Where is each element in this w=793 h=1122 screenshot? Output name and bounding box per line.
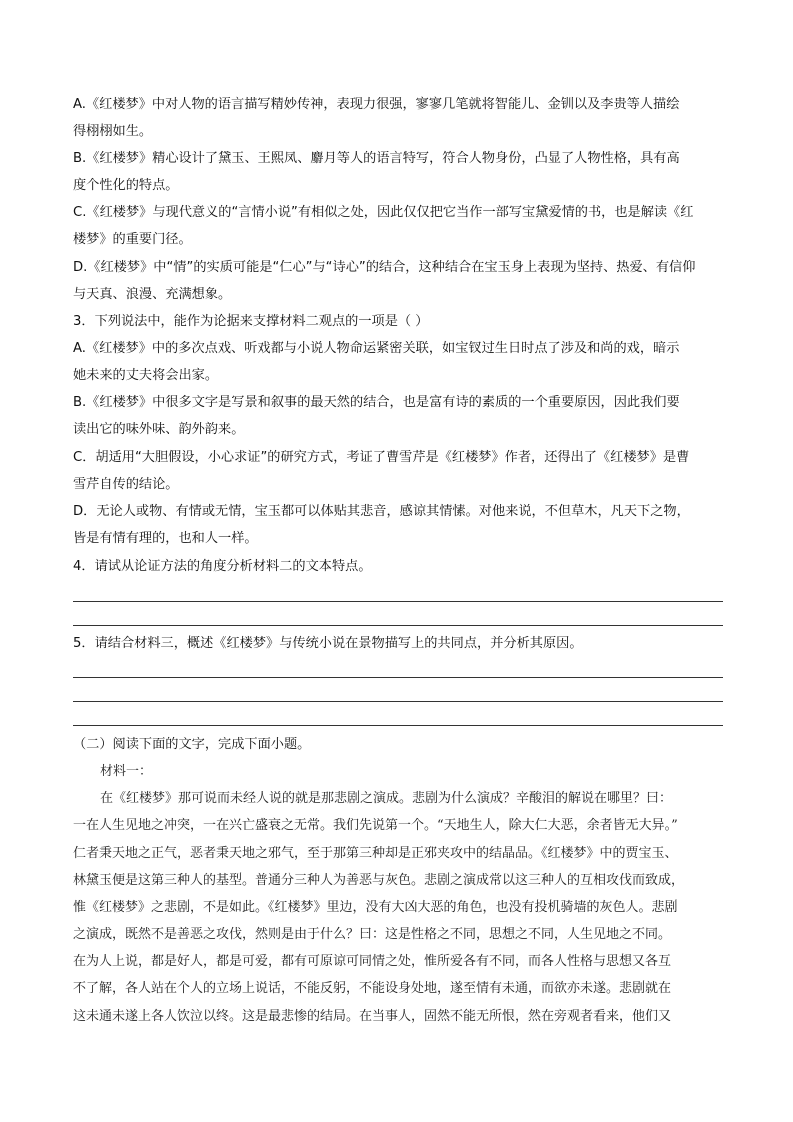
q3-option-d-line2: 皆是有情有理的，也和人一样。 [73, 531, 258, 546]
q2-option-d-line2: 与天真、浪漫、充满想象。 [73, 287, 232, 302]
material-one-line: 在《红楼梦》那可说而未经人说的就是那悲剧之演成。悲剧为什么演成？辛酸泪的解说在哪里？曰： [100, 791, 673, 806]
material-one-line: 仁者秉天地之正气，恶者秉天地之邪气，至于那第三种却是正邪夹攻中的结晶品。《红楼梦》中的贾宝玉、 [73, 846, 678, 861]
material-one-label: 材料一： [100, 764, 153, 779]
material-one-line: 这未通未遂上各人饮泣以终。这是最悲惨的结局。在当事人，固然不能无所恨，然在旁观者看来，他们又 [73, 1009, 672, 1024]
q5-stem: 5．请结合材料三，概述《红楼梦》与传统小说在景物描写上的共同点，并分析其原因。 [73, 636, 583, 651]
material-one-line: 一在人生见地之冲突，一在兴亡盛衰之无常。我们先说第一个。“天地生人，除大仁大恶，余者皆无大异。” [73, 818, 678, 833]
q2-option-b-line1: B.《红楼梦》精心设计了黛玉、王熙凤、麝月等人的语言特写，符合人物身份，凸显了人物性格，具有高 [73, 151, 680, 166]
material-one-line: 在为人上说，都是好人，都是可爱，都有可原谅可同情之处，惟所爱各有不同，而各人性格与思想又各互 [73, 954, 672, 969]
q3-option-c-line2: 雪芹自传的结论。 [73, 477, 179, 492]
material-one-line: 林黛玉便是这第三种人的基型。普通分三种人为善恶与灰色。悲剧之演成常以这三种人的互相攻伐而致成， [73, 873, 685, 888]
q3-option-a-line2: 她未来的丈夫将会出家。 [73, 368, 219, 383]
q2-option-c-line2: 楼梦》的重要门径。 [73, 232, 192, 247]
q2-option-b-line2: 度个性化的特点。 [73, 178, 179, 193]
material-one-line: 之演成，既然不是善恶之攻伐，然则是由于什么？曰：这是性格之不同，思想之不同，人生见地之不同。 [73, 927, 672, 942]
q3-option-d-line1: D．无论人或物、有情或无情，宝玉都可以体贴其悲音，感谅其情愫。对他来说，不但草木，凡天下之物， [73, 504, 690, 519]
q3-option-a-line1: A.《红楼梦》中的多次点戏、听戏都与小说人物命运紧密关联，如宝钗过生日时点了涉及和尚的戏，暗示 [73, 341, 680, 356]
material-one-line: 惟《红楼梦》之悲剧，不是如此。《红楼梦》里边，没有大凶大恶的角色，也没有投机骑墙的灰色人。悲剧 [73, 900, 678, 915]
q2-option-c-line1: C.《红楼梦》与现代意义的“言情小说”有相似之处，因此仅仅把它当作一部写宝黛爱情的书，也是解读《红 [73, 205, 694, 220]
q4-answer-line-1[interactable] [73, 601, 723, 602]
q5-answer-line-3[interactable] [73, 725, 723, 726]
q5-answer-line-2[interactable] [73, 701, 723, 702]
q2-option-a-line2: 得栩栩如生。 [73, 124, 153, 139]
section2-heading: （二）阅读下面的文字，完成下面小题。 [73, 737, 311, 752]
q3-option-b-line1: B.《红楼梦》中很多文字是写景和叙事的最天然的结合，也是富有诗的素质的一个重要原因，因此我们要 [73, 395, 680, 410]
q2-option-a-line1: A.《红楼梦》中对人物的语言描写精妙传神，表现力很强，寥寥几笔就将智能儿、金钏以及李贵等人描绘 [73, 97, 680, 112]
q2-option-d-line1: D.《红楼梦》中“情”的实质可能是“仁心”与“诗心”的结合，这种结合在宝玉身上表现为坚持、热爱、有信仰 [73, 260, 696, 275]
q3-option-b-line2: 读出它的味外味、韵外韵来。 [73, 422, 245, 437]
q3-stem: 3．下列说法中，能作为论据来支撑材料二观点的一项是（ ） [73, 314, 429, 329]
q4-answer-line-2[interactable] [73, 625, 723, 626]
material-one-line: 不了解，各人站在个人的立场上说话，不能反躬，不能设身处地，遂至情有未通，而欲亦未遂。悲剧就在 [73, 981, 672, 996]
q4-stem: 4．请试从论证方法的角度分析材料二的文本特点。 [73, 559, 372, 574]
q5-answer-line-1[interactable] [73, 677, 723, 678]
q3-option-c-line1: C．胡适用“大胆假设，小心求证”的研究方式，考证了曹雪芹是《红楼梦》作者，还得出了《红楼梦》是曹 [73, 450, 690, 465]
